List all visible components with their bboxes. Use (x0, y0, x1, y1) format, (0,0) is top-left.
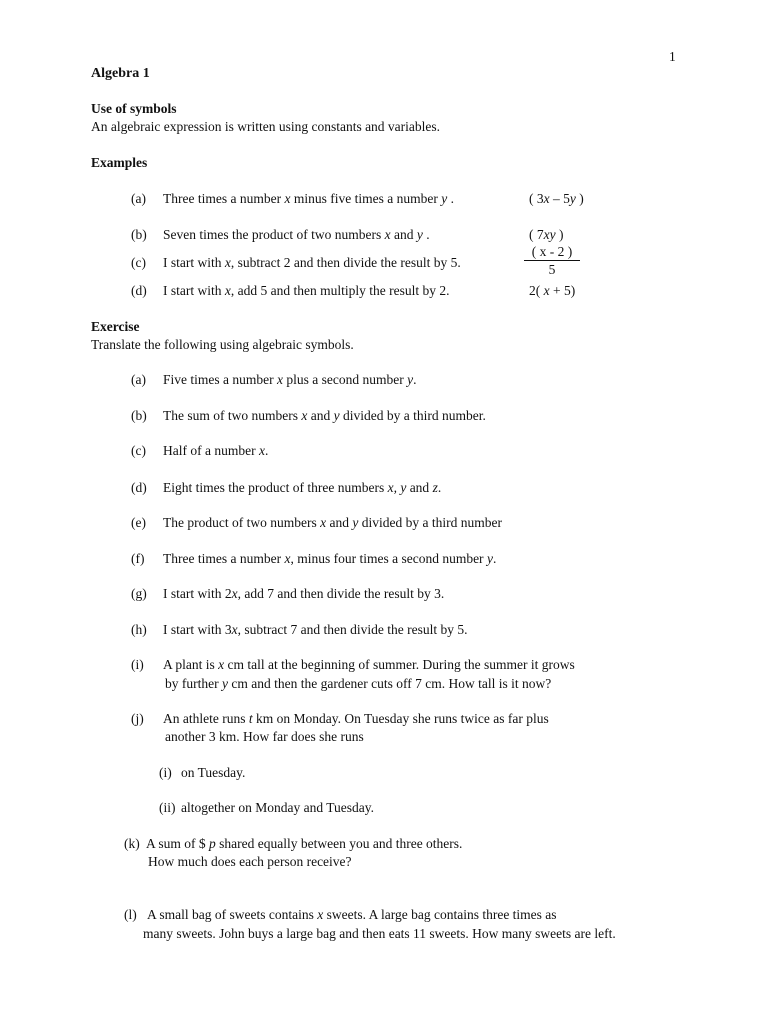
exercise-label: (c) (131, 443, 146, 458)
exercise-text: Half of a number x. (163, 443, 269, 458)
exercise-label: (l) (124, 907, 137, 922)
examples-heading: Examples (91, 155, 148, 170)
example-text: I start with x, add 5 and then multiply the result by 2. (163, 283, 450, 298)
exercise-label: (d) (131, 480, 147, 495)
sub-question-text: on Tuesday. (181, 765, 246, 780)
exercise-intro: Translate the following using algebraic symbols. (91, 337, 354, 352)
exercise-text: The sum of two numbers x and y divided by a third number. (163, 408, 486, 423)
exercise-text: Eight times the product of three numbers x, y and z. (163, 480, 442, 495)
exercise-text: A sum of $ p shared equally between you and three others. (146, 836, 463, 851)
example-answer: 2( x + 5) (529, 283, 576, 298)
exercise-label: (e) (131, 515, 146, 530)
fraction-numerator: ( x - 2 ) (524, 243, 580, 261)
exercise-text: An athlete runs t km on Monday. On Tuesday she runs twice as far plus (163, 711, 549, 726)
exercise-text-continued: by further y cm and then the gardener cuts off 7 cm. How tall is it now? (165, 676, 552, 691)
example-label: (a) (131, 191, 146, 206)
exercise-text: A plant is x cm tall at the beginning of summer. During the summer it grows (163, 657, 575, 672)
section-intro: An algebraic expression is written using constants and variables. (91, 119, 441, 134)
example-fraction-answer (524, 243, 580, 278)
exercise-heading: Exercise (91, 319, 140, 334)
section-heading: Use of symbols (91, 101, 177, 116)
exercise-text-continued: another 3 km. How far does she runs (165, 729, 364, 744)
sub-question-text: altogether on Monday and Tuesday. (181, 800, 374, 815)
example-text: Three times a number x minus five times a number y . (163, 191, 454, 206)
exercise-text: Five times a number x plus a second number y. (163, 372, 417, 387)
exercise-text-continued: How much does each person receive? (148, 854, 352, 869)
page-title: Algebra 1 (91, 66, 150, 81)
exercise-text: The product of two numbers x and y divided by a third number (163, 515, 502, 530)
example-answer: ( 7xy ) (529, 227, 564, 242)
exercise-text: I start with 3x, subtract 7 and then divide the result by 5. (163, 622, 468, 637)
fraction-denominator: 5 (548, 262, 556, 277)
example-label: (c) (131, 255, 146, 270)
exercise-label: (h) (131, 622, 147, 637)
exercise-text-continued: many sweets. John buys a large bag and then eats 11 sweets. How many sweets are left. (143, 926, 616, 941)
example-text: Seven times the product of two numbers x and y . (163, 227, 430, 242)
exercise-text: I start with 2x, add 7 and then divide the result by 3. (163, 586, 445, 601)
sub-question-label: (ii) (159, 800, 176, 815)
exercise-label: (g) (131, 586, 147, 601)
example-text: I start with x, subtract 2 and then divide the result by 5. (163, 255, 461, 270)
exercise-label: (i) (131, 657, 144, 672)
exercise-label: (k) (124, 836, 140, 851)
example-answer: ( 3x – 5y ) (529, 191, 584, 206)
page-number: 1 (669, 49, 676, 64)
exercise-text: A small bag of sweets contains x sweets. A large bag contains three times as (147, 907, 557, 922)
exercise-label: (f) (131, 551, 145, 566)
exercise-label: (b) (131, 408, 147, 423)
exercise-label: (j) (131, 711, 144, 726)
exercise-label: (a) (131, 372, 146, 387)
example-label: (b) (131, 227, 147, 242)
sub-question-label: (i) (159, 765, 172, 780)
exercise-text: Three times a number x, minus four times a second number y. (163, 551, 497, 566)
example-label: (d) (131, 283, 147, 298)
